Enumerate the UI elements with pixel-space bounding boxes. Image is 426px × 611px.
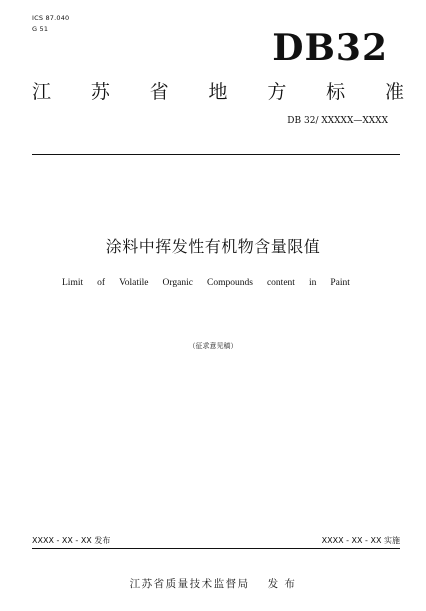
standard-type-char: 地 (208, 81, 228, 103)
standard-number: DB 32/ XXXXX—XXXX (287, 116, 388, 126)
document-title-chinese: 涂料中挥发性有机物含量限值 (105, 237, 321, 256)
english-title-word: Paint (330, 278, 350, 288)
standard-type-heading (32, 81, 404, 103)
issue-date: XXXX - XX - XX 发布 (32, 536, 111, 545)
ics-code: ICS 87.040 (32, 14, 70, 22)
standard-type-char: 苏 (90, 81, 110, 103)
standard-type-char: 标 (326, 81, 346, 103)
english-title-word: Limit (62, 278, 84, 288)
document-title-english (62, 277, 350, 289)
publisher-line (0, 577, 426, 591)
publisher-name: 江苏省质量技术监督局 (129, 578, 250, 590)
draft-status-label: （征求意见稿） (188, 342, 238, 350)
english-title-word: Volatile (119, 278, 149, 288)
header-divider (32, 154, 400, 155)
english-title-word: Compounds (207, 278, 253, 288)
english-title-word: of (97, 278, 106, 288)
standard-type-char: 方 (267, 81, 287, 103)
ccs-code: G 51 (32, 25, 49, 33)
publish-label: 发 布 (267, 578, 297, 590)
standard-type-char: 省 (149, 81, 169, 103)
standard-type-char: 准 (384, 81, 404, 103)
english-title-word: content (266, 278, 295, 288)
footer-divider (32, 548, 400, 549)
standard-logo: DB32 (272, 27, 388, 69)
english-title-word: in (308, 278, 317, 288)
implementation-date: XXXX - XX - XX 实施 (321, 536, 400, 545)
english-title-word: Organic (162, 278, 193, 288)
standard-type-char: 江 (32, 81, 52, 103)
